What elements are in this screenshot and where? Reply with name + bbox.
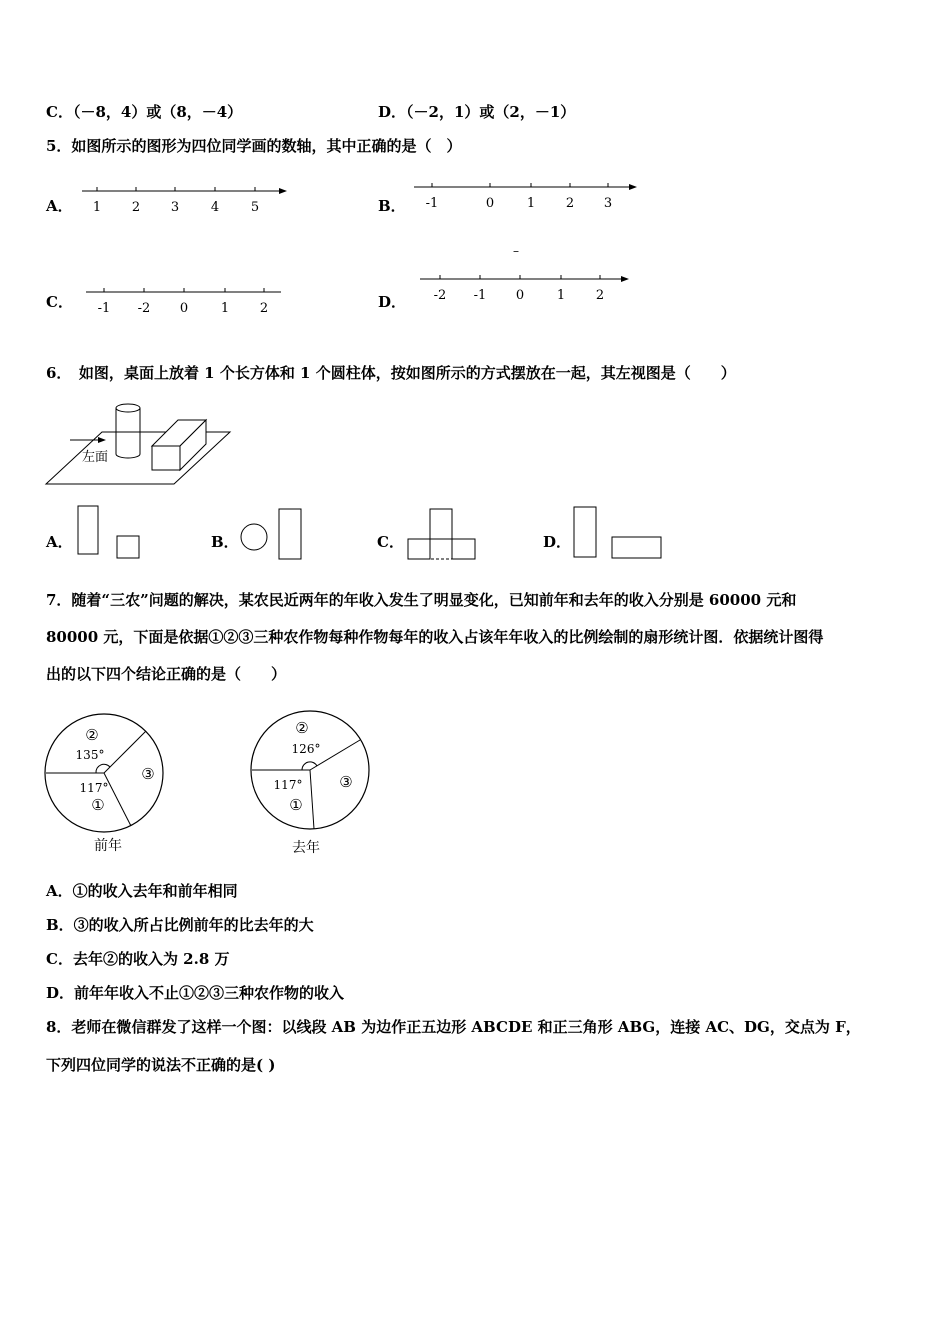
pie2-angle-117: 117° (273, 778, 303, 792)
pie2-sector-2-label: ② (295, 719, 309, 737)
q5-c-tick-2: -2 (137, 301, 151, 316)
q7-option-d: D．前年年收入不止①②③三种农作物的收入 (46, 984, 345, 1002)
q6-option-a-figure (74, 504, 144, 562)
q5-b-tick-4: 2 (565, 196, 575, 211)
q5-axis-c (84, 280, 284, 320)
q5-d-tick-4: 1 (556, 288, 566, 303)
q6-label-d: D． (543, 533, 572, 551)
q5-a-tick-1: 1 (92, 200, 102, 215)
q5-a-tick-3: 3 (170, 200, 180, 215)
q5-c-tick-3: 0 (179, 301, 189, 316)
q6-left-label: 左面 (82, 450, 109, 465)
q5-stem: 5．如图所示的图形为四位同学画的数轴，其中正确的是（ ） (46, 137, 462, 155)
q5-b-tick-2: 0 (485, 196, 495, 211)
q7-option-c: C．去年②的收入为 2.8 万 (46, 950, 230, 968)
q7-stem-line-1: 7．随着“三农”问题的解决，某农民近两年的年收入发生了明显变化，已知前年和去年的收入分别是 60000 元和 (46, 591, 797, 609)
q5-label-d: D． (378, 293, 407, 311)
q5-stray-mark: – (513, 244, 519, 258)
q5-label-b: B． (378, 197, 406, 215)
q5-d-tick-5: 2 (595, 288, 605, 303)
pie1-sector-1-label: ① (91, 796, 105, 814)
q6-label-b: B． (211, 533, 239, 551)
q5-a-tick-4: 4 (210, 200, 220, 215)
q5-b-tick-3: 1 (526, 196, 536, 211)
q5-axis-d (418, 268, 638, 308)
q7-pie-chart-last-year (246, 706, 376, 861)
q8-stem-line-2: 下列四位同学的说法不正确的是( ) (46, 1056, 276, 1074)
q5-d-tick-1: -2 (433, 288, 447, 303)
q5-d-tick-3: 0 (515, 288, 525, 303)
q7-stem-line-3: 出的以下四个结论正确的是（ ） (46, 665, 287, 683)
q6-option-d-figure (570, 504, 666, 562)
q4-option-c: C．（－8，4）或（8，－4） (46, 103, 243, 121)
q5-label-a: A． (46, 197, 73, 215)
q6-label-a: A． (46, 533, 73, 551)
q4-option-d: D．（－2，1）或（2，－1） (378, 103, 576, 121)
q6-stem: 6． 如图，桌面上放着 1 个长方体和 1 个圆柱体，按如图所示的方式摆放在一起，其左视图是（ ） (46, 364, 736, 382)
q6-option-b-figure (238, 506, 308, 562)
q7-stem-line-2: 80000 元，下面是依据①②③三种农作物每种作物每年的收入占该年年收入的比例绘制的扇形统计图．依据统计图得 (46, 628, 824, 646)
q5-b-tick-1: -1 (425, 196, 439, 211)
q5-a-tick-5: 5 (250, 200, 260, 215)
q5-axis-b (412, 176, 642, 216)
pie2-angle-126: 126° (291, 742, 321, 756)
pie1-sector-3-label: ③ (141, 765, 155, 783)
q5-b-tick-5: 3 (603, 196, 613, 211)
pie1-angle-135: 135° (75, 748, 105, 762)
q5-a-tick-2: 2 (131, 200, 141, 215)
q6-option-c-figure (404, 506, 480, 562)
pie2-sector-3-label: ③ (339, 773, 353, 791)
q7-option-b: B．③的收入所占比例前年的比去年的大 (46, 916, 314, 934)
q5-c-tick-5: 2 (259, 301, 269, 316)
pie2-sector-1-label: ① (289, 796, 303, 814)
q7-option-a: A．①的收入去年和前年相同 (46, 882, 238, 900)
q7-pie-chart-previous-year (40, 706, 170, 861)
pie1-caption: 前年 (94, 838, 122, 854)
q5-d-tick-2: -1 (473, 288, 487, 303)
pie2-caption: 去年 (292, 840, 320, 856)
q5-label-c: C． (46, 293, 73, 311)
pie1-angle-117: 117° (79, 781, 109, 795)
q6-3d-figure (44, 398, 234, 490)
pie1-sector-2-label: ② (85, 726, 99, 744)
q5-c-tick-4: 1 (220, 301, 230, 316)
q5-c-tick-1: -1 (97, 301, 111, 316)
q5-axis-a (80, 180, 290, 220)
q8-stem-line-1: 8．老师在微信群发了这样一个图：以线段 AB 为边作正五边形 ABCDE 和正三角形 ABG，连接 AC、DG，交点为 F， (46, 1018, 861, 1036)
q6-label-c: C． (377, 533, 404, 551)
